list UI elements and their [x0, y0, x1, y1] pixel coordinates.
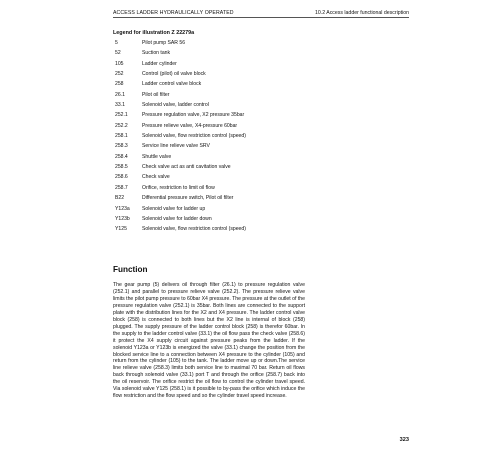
legend-code: 33.1 [115, 102, 125, 109]
legend-description: Orifice, restriction to limit oil flow [142, 184, 215, 191]
legend-item [113, 185, 403, 195]
legend-item [113, 154, 403, 164]
legend-code: 258.5 [115, 164, 128, 171]
legend-description: Ladder control valve block [142, 81, 202, 88]
legend-item [113, 50, 403, 60]
legend-code: 258.1 [115, 133, 128, 140]
legend-code: 252 [115, 71, 124, 78]
legend-description: Pressure regulation valve, X2 pressure 35bar [142, 112, 245, 119]
legend-item [113, 71, 403, 81]
legend-code: 258.4 [115, 153, 128, 160]
legend-description: Solenoid valve for ladder up [142, 205, 206, 212]
running-header-section: 10.2 Access ladder functional description [314, 10, 409, 16]
legend-item [113, 92, 403, 102]
legend-list [113, 40, 403, 237]
legend-code: Y125 [115, 226, 127, 233]
legend-description: Check valve act as anti cavitation valve [142, 164, 231, 171]
legend-description: Check valve [142, 174, 170, 181]
legend-description: Solenoid valve for ladder down [142, 215, 212, 222]
legend-description: Solenoid valve, flow restriction control (speed) [142, 133, 246, 140]
legend-item [113, 226, 403, 236]
legend-item [113, 40, 403, 50]
legend-code: 258 [115, 81, 124, 88]
legend-item [113, 133, 403, 143]
legend-item [113, 143, 403, 153]
legend-code: 5 [115, 40, 118, 46]
legend-description: Shuttle valve [142, 153, 172, 160]
legend-heading: Legend for illustration Z 22279a [113, 30, 195, 36]
legend-description: Pilot oil filter [142, 91, 170, 98]
header-rule [113, 17, 409, 18]
legend-code: 258.7 [115, 184, 128, 191]
legend-code: B22 [115, 195, 125, 202]
legend-code: 105 [115, 60, 124, 67]
legend-item [113, 195, 403, 205]
legend-item [113, 206, 403, 216]
legend-code: Y123a [115, 205, 130, 212]
legend-description: Service line relieve valve SRV [142, 143, 210, 150]
legend-code: 252.1 [115, 112, 128, 119]
legend-item [113, 216, 403, 226]
legend-description: Solenoid valve, flow restriction control (speed) [142, 226, 246, 233]
legend-code: 252.2 [115, 122, 128, 129]
legend-code: 258.3 [115, 143, 128, 150]
legend-item [113, 164, 403, 174]
legend-description: Suction tank [142, 50, 171, 57]
legend-item [113, 112, 403, 122]
legend-code: 26.1 [115, 91, 125, 98]
legend-item [113, 81, 403, 91]
legend-description: Ladder cylinder [142, 60, 177, 67]
legend-item [113, 123, 403, 133]
legend-item [113, 174, 403, 184]
legend-description: Differential pressure switch, Pilot oil filter [142, 195, 234, 202]
legend-code: 52 [115, 50, 121, 57]
legend-description: Control (pilot) oil valve block [142, 71, 206, 78]
running-header-title: ACCESS LADDER HYDRAULICALLY OPERATED [113, 10, 234, 16]
function-heading: Function [113, 265, 148, 274]
legend-item [113, 61, 403, 71]
page-number: 323 [399, 437, 409, 443]
legend-description: Solenoid valve, ladder control [142, 102, 209, 109]
function-body-text: The gear pump (5) delivers oil through filter (26.1) to pressure regulation valve (252.1) and parallel to pressure relieve valve (252.2). The pressure relieve valve limits the pilot pump pressure to 60bar X4 pressure. The pressure at the outlet of the pressure regulation valve (252.1) is 35bar. Both lines are connected to the support plate with the distribution lines for the X2 and X4 pressure. The ladder control valve block (258) is connected to both lines but the X2 line is internal of block (258) plugged. The supply pressure of the ladder control block (258) is therefor 60bar. In the supply to the ladder control valve (33.1) the oil flow pass the check valve (258.6) it protect the X4 supply circuit against pressure peaks from the ladder. If the solenoid Y123a or Y123b is energized the valve (33.1) change the position from the blocked service line to a connection between X4 pressure to the cylinder (105) and return from the cylinder (105) to the tank. The ladder move up or down.The service line relieve valve (258.3) limits both service line to maximal 70 bar. Return oil flows back through solenoid valve (33.1) port T and through the orifice (258.7) back into the oil reservoir. The orifice restrict the oil flow to control the cylinder travel speed. Via solenoid valve Y125 (258.1) is it possible to by-pass the orifice which induce the flow restriction and the flow speed and so the cylinder travel speed increase. [113, 282, 305, 400]
legend-description: Pilot pump SAR 56 [142, 40, 186, 46]
legend-item [113, 102, 403, 112]
legend-code: 258.6 [115, 174, 128, 181]
legend-code: Y123b [115, 215, 130, 222]
legend-description: Pressure relieve valve, X4-pressure 60bar [142, 122, 238, 129]
